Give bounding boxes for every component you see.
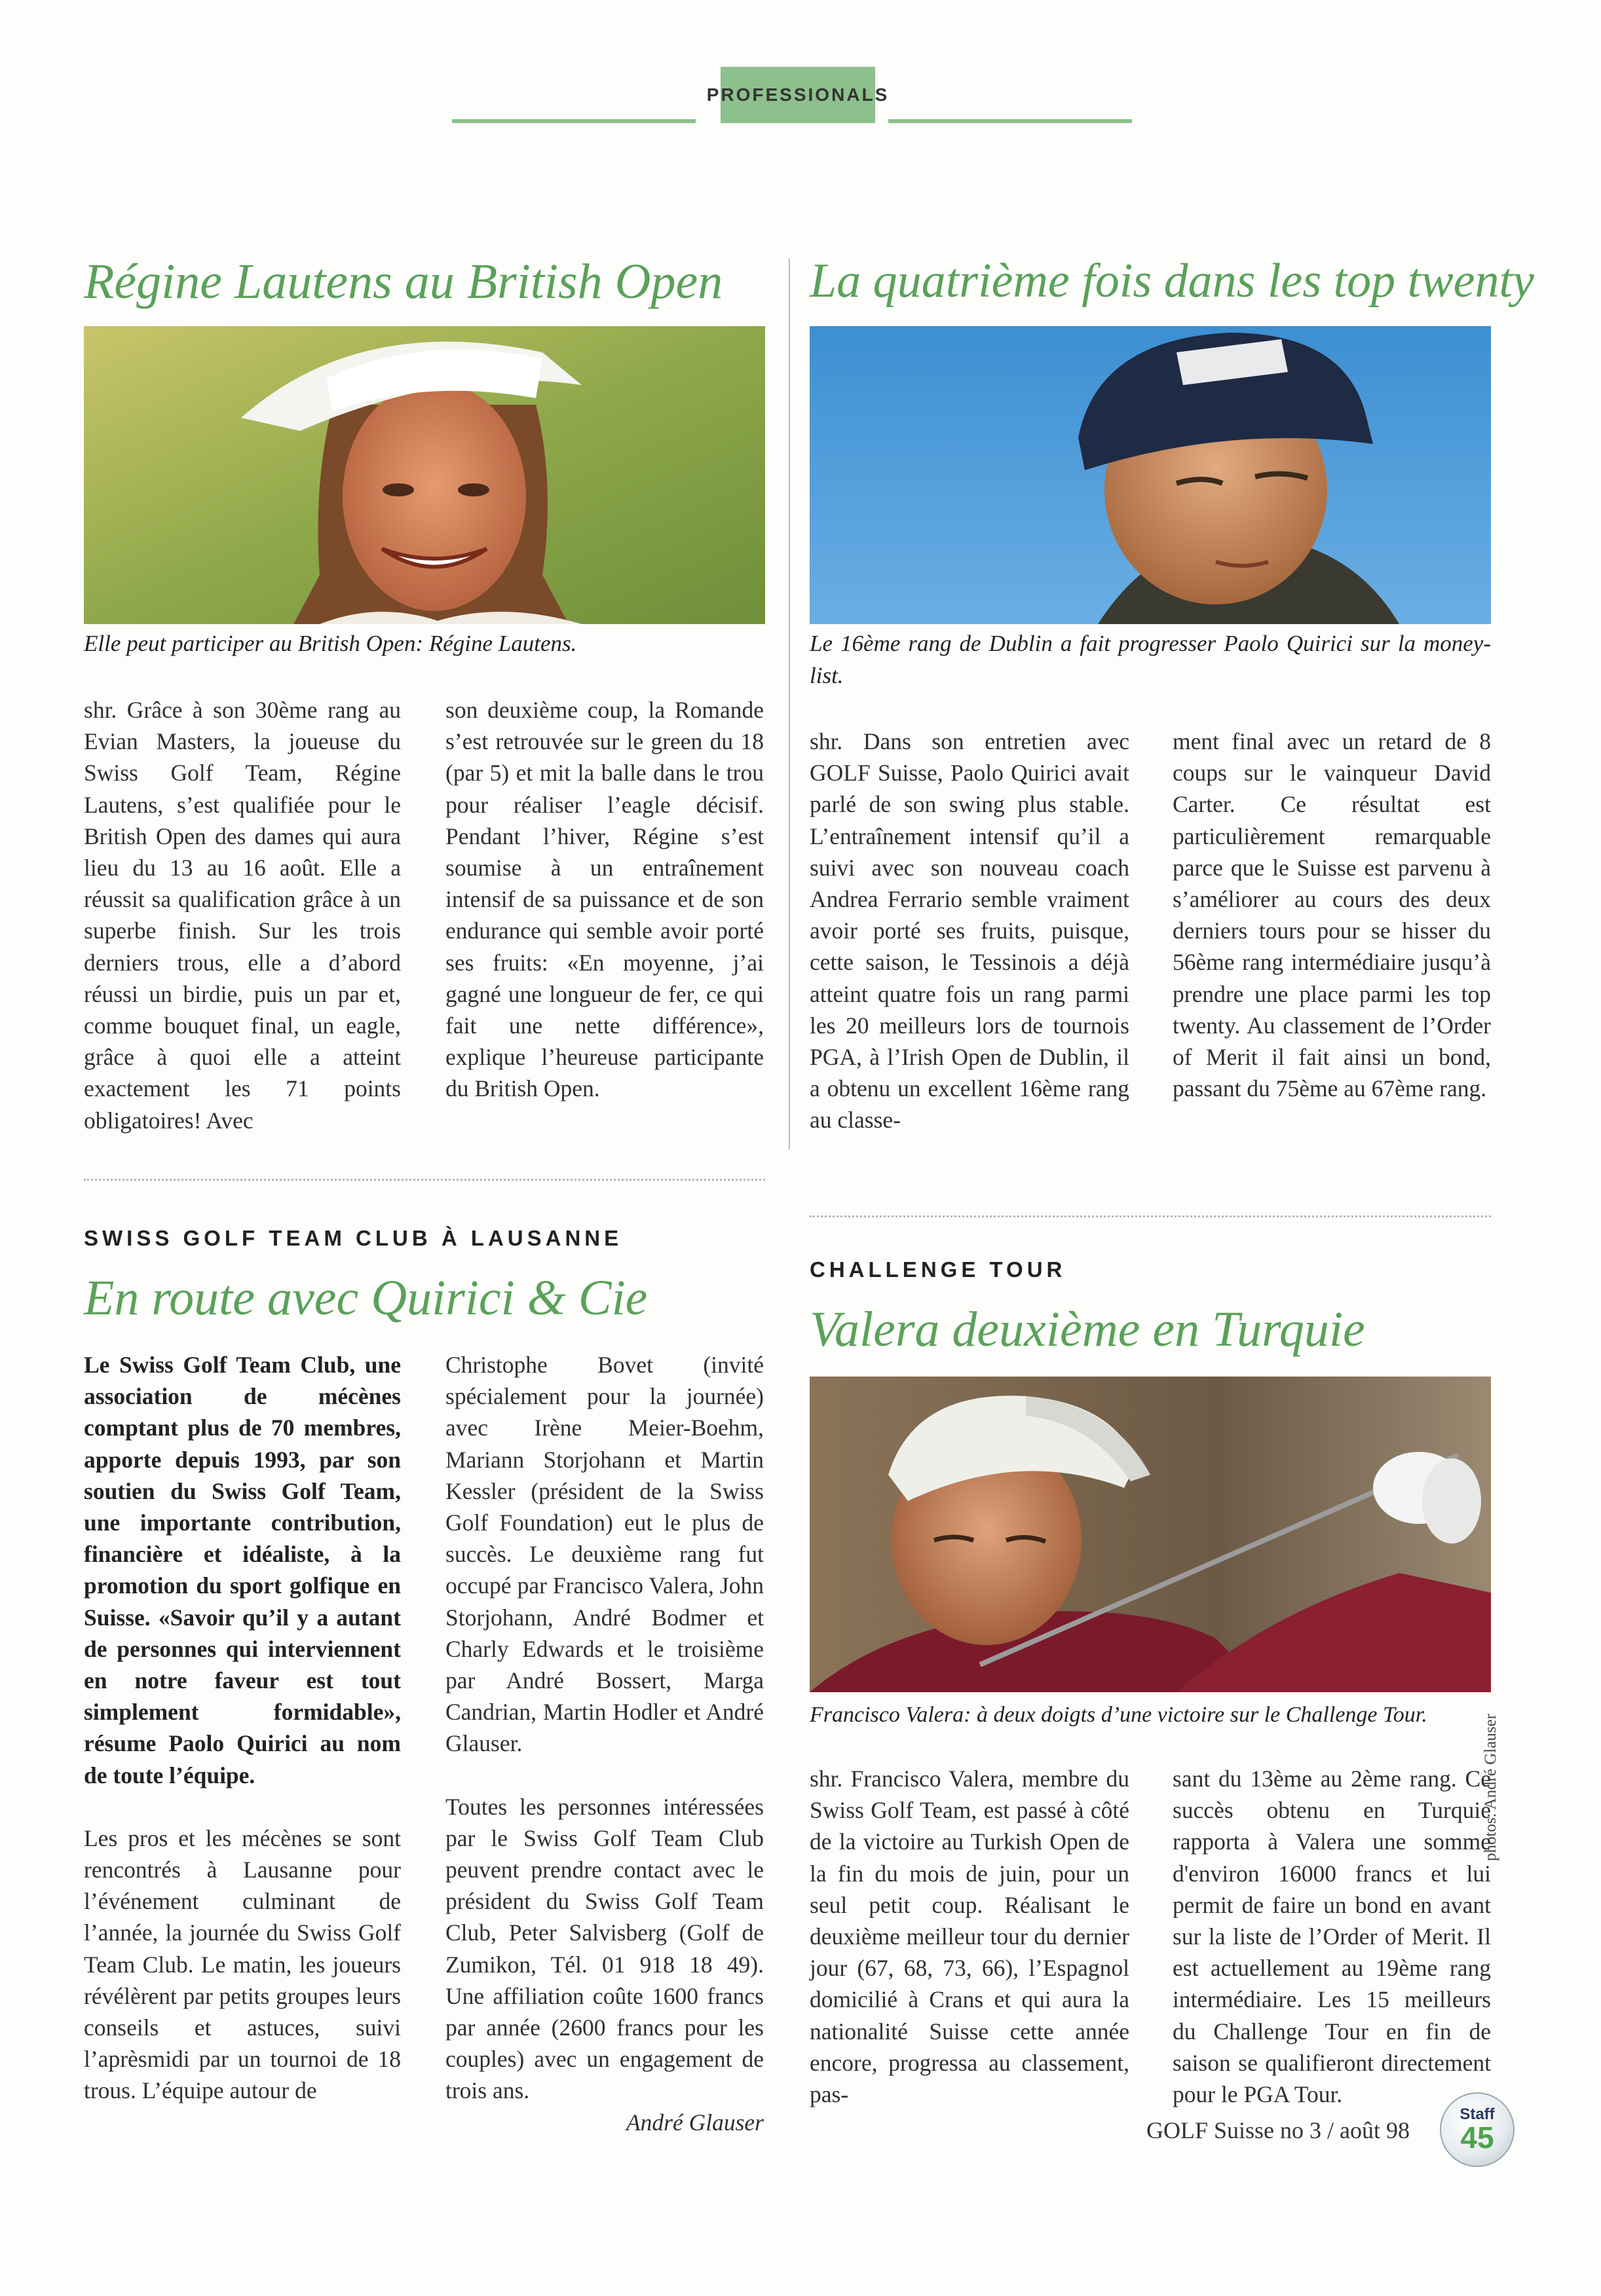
article3-col1: Le Swiss Golf Team Club, une association de mécènes comptant plus de 70 membres, apporte depuis 1993, par son soutien du Swiss Golf Team, une importante contribution, financière et idéaliste, à la promotion du sport golfique en Suisse. «Savoir qu’il y a autant de personnes qui interviennent en notre faveur est tout simplement formidable», résume Paolo Quirici au nom de toute l’équipe. Les pros et les mécènes se sont rencontrés à Lausanne pour l’événement culminant de l’année, la journée du Swiss Golf Team Club. Le matin, les joueurs révélèrent par petits groupes leurs conseils et astuces, suivi l’aprèsmidi par un tournoi de 18 trous. L’équipe autour de xyxy=(84,1352,401,2104)
article2-col1: shr. Dans son entretien avec GOLF Suisse, Paolo Quirici avait parlé de son swing plus stable. L’entraînement intensif qu’il a suivi avec son nouveau coach Andrea Ferrario semble vraiment avoir porté ses fruits, puisque, cette saison, le Tessinois a déjà atteint quatre fois un rang parmi les 20 meilleurs lors de tournois PGA, à l’Irish Open de Dublin, il a obtenu un excellent 16ème rang au classe- xyxy=(810,728,1129,1134)
column-divider xyxy=(789,259,790,1149)
article1-col2: son deuxième coup, la Romande s’est retrouvée sur le green du 18 (par 5) et mit la balle dans le trou pour réaliser l’eagle décisif. Pendant l’hiver, Régine s’est soumise à un entraînement intensif de sa puissance et de son endurance qui semble avoir porté ses fruits: «En moyenne, j’ai gagné une longueur de fer, ce qui fait une nette différence», explique l’heureuse participante du British Open. xyxy=(445,697,764,1102)
article2-title: La quatrième fois dans les top twenty xyxy=(810,254,1534,308)
article2-caption: Le 16ème rang de Dublin a fait progresser Paolo Quirici sur la money-list. xyxy=(810,631,1491,688)
section-label: PROFESSIONALS xyxy=(721,67,875,123)
article4-kicker: CHALLENGE TOUR xyxy=(810,1257,1066,1282)
photo-regine-lautens xyxy=(84,326,765,624)
issue-footer: GOLF Suisse no 3 / août 98 xyxy=(1146,2117,1410,2143)
article3-col2: Christophe Bovet (invité spécialement pour la journée) avec Irène Meier-Boehm, Mariann Storjohann et Martin Kessler (président de la Swiss Golf Foundation) eut le plus de succès. Le deuxième rang fut occupé par Francisco Valera, John Storjohann, André Bodmer et Charly Edwards et le troisième par André Bossert, Marga Candrian, Martin Hodler et André Glauser. Toutes les personnes intéressées par le Swiss Golf Team Club peuvent prendre contact avec le président du Swiss Golf Team Club, Peter Salvisberg (Golf de Zumikon, Tél. 01 918 18 49). Une affiliation coûte 1600 francs par année (2600 francs pour les couples) avec un engagement de trois ans. André Glauser xyxy=(445,1349,764,2138)
staff-logo: Staff xyxy=(1460,2105,1495,2123)
header-rule-left xyxy=(452,119,696,123)
article4-col2: sant du 13ème au 2ème rang. Ce succès obtenu en Turquie rapporta à Valera une somme d'environ 16000 francs et lui permit de faire un bond en avant sur la liste de l’Order of Merit. Il est actuellement au 19ème rang intermédiaire. Les 15 meilleurs du Challenge Tour en fin de saison se qualifieront directement pour le PGA Tour. xyxy=(1173,1766,1491,2108)
article1-caption: Elle peut participer au British Open: Régine Lautens. xyxy=(84,631,577,656)
article1-col1: shr. Grâce à son 30ème rang au Evian Masters, la joueuse du Swiss Golf Team, Régine Lautens, s’est qualifiée pour le British Open des dames qui aura lieu du 13 au 16 août. Elle a réussit sa qualification grâce à un superbe finish. Sur les trois derniers trous, elle a d’abord réussi un birdie, puis un par et, comme bouquet final, un eagle, grâce à quoi elle a atteint exactement les 71 points obligatoires! Avec xyxy=(84,697,401,1134)
article3-kicker: SWISS GOLF TEAM CLUB À LAUSANNE xyxy=(84,1226,623,1250)
article4-title: Valera deuxième en Turquie xyxy=(810,1302,1365,1357)
article3-title: En route avec Quirici & Cie xyxy=(84,1270,648,1325)
article4-col1: shr. Francisco Valera, membre du Swiss Golf Team, est passé à côté de la victoire au Turkish Open de la fin du mois de juin, pour un seul petit coup. Réalisant le deuxième meilleur tour du dernier jour (67, 68, 73, 66), l’Espagnol domicilié à Crans et qui aura la nationalité Suisse cette année encore, progressa au classement, pas- xyxy=(810,1766,1129,2108)
page-number: 45 xyxy=(1460,2120,1494,2155)
header-rule-right xyxy=(888,119,1132,123)
photo-credit: photos: André Glauser xyxy=(1482,1714,1499,1862)
photo-francisco-valera xyxy=(810,1377,1491,1692)
article2-col2: ment final avec un retard de 8 coups sur le vainqueur David Carter. Ce résultat est particulièrement remarquable parce que le Suisse est parvenu à s’améliorer au cours des deux derniers tours pour se hisser du 56ème rang intermédiaire jusqu’à prendre une place parmi les top twenty. Au classement de l’Order of Merit il fait ainsi un bond, passant du 75ème au 67ème rang. xyxy=(1173,728,1491,1102)
photo-paolo-quirici xyxy=(810,326,1491,624)
separator-left xyxy=(84,1179,765,1181)
page-number-badge xyxy=(1440,2092,1515,2167)
article1-title: Régine Lautens au British Open xyxy=(84,254,723,309)
article4-caption: Francisco Valera: à deux doigts d’une victoire sur le Challenge Tour. xyxy=(810,1703,1427,1727)
article3-signature: André Glauser xyxy=(626,2109,764,2136)
separator-right xyxy=(810,1215,1491,1217)
